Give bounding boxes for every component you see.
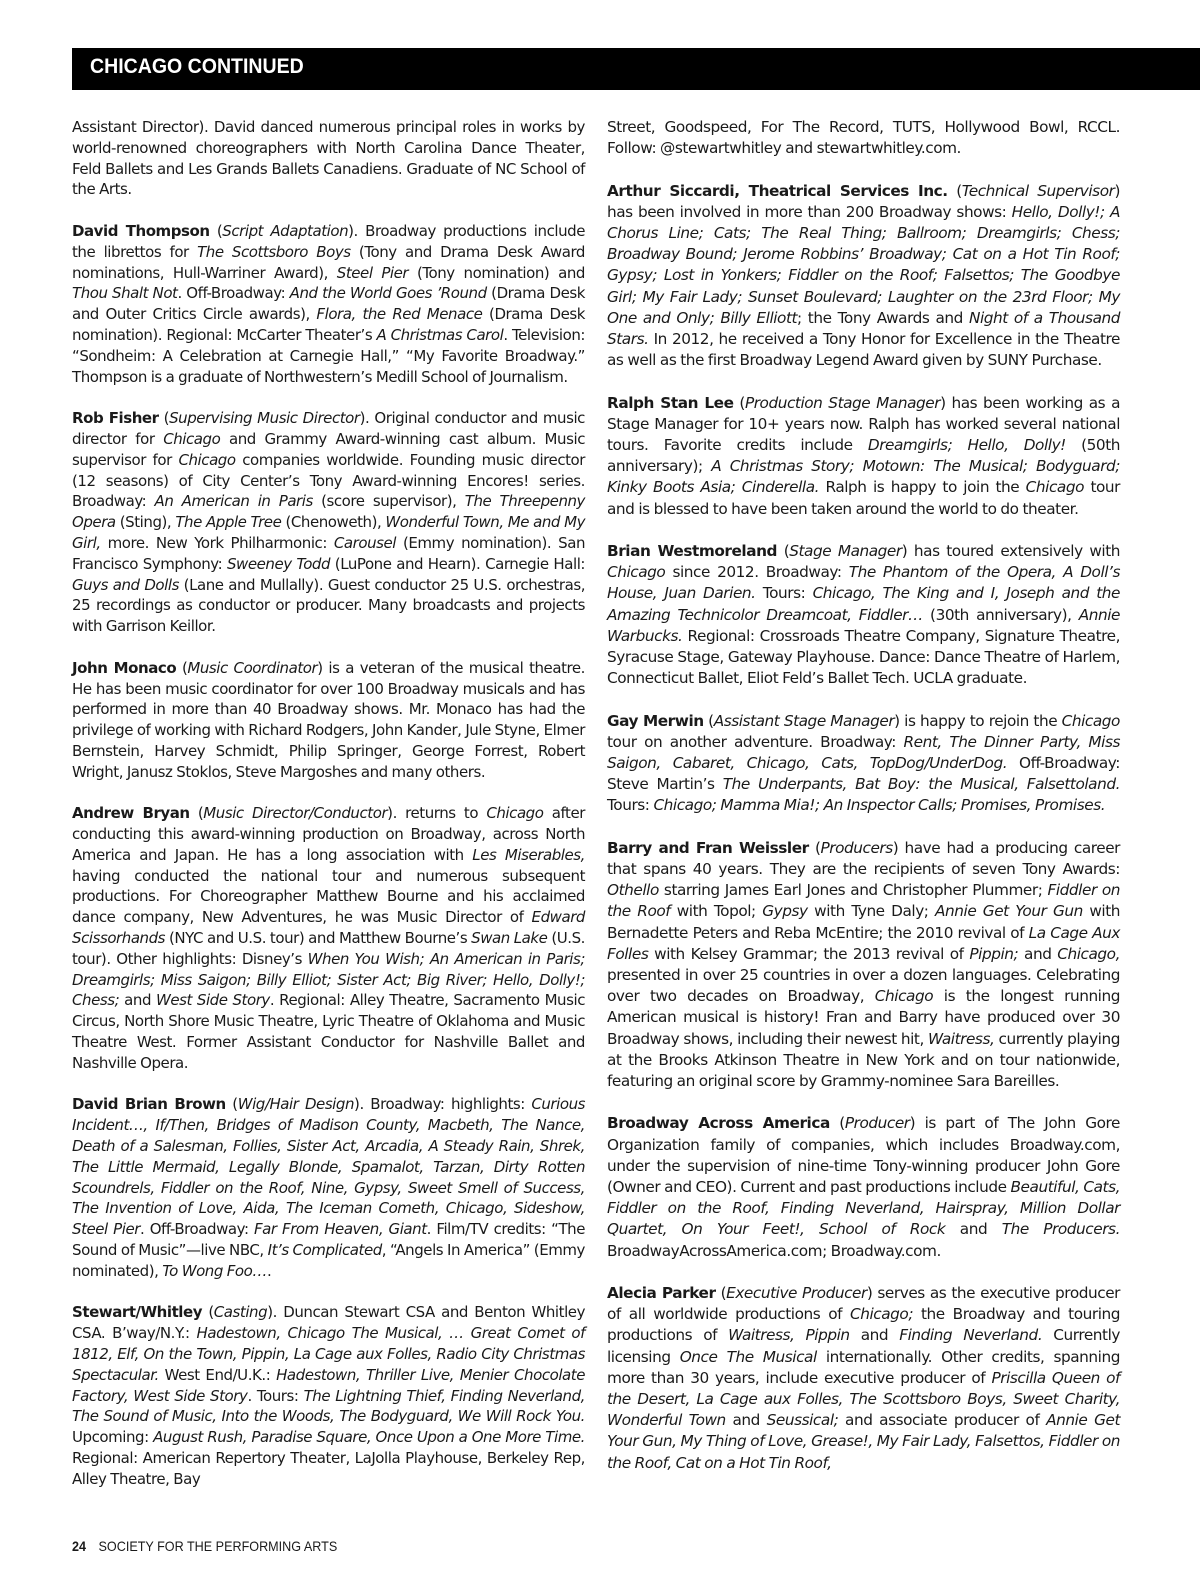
title-text: Thou Shalt Not xyxy=(72,284,178,303)
title-text: Producers xyxy=(820,838,893,857)
bio-paragraph xyxy=(607,1283,1120,1474)
title-text: Priscilla Queen of the Desert, La Cage aux Folles, The Scottsboro Boys, Sweet Charity, Wonderful Town xyxy=(607,1368,1120,1430)
body-text: ) have had a producing career that spans 40 years. They are the recipients of seven Tony Awards: xyxy=(607,838,1121,879)
bio-name: Arthur Siccardi, Theatrical Services Inc. xyxy=(607,181,948,200)
body-text: ) is part of The John Gore Organization family of companies, which includes Broadway.com, under the supervision of nine-time Tony-winning producer John Gore (Owner and CEO). Current and past productions include xyxy=(607,1114,1120,1197)
body-text: Assistant Director). David danced numerous principal roles in works by world-renowned choreographers with North Carolina Dance Theater, Feld Ballets and Les Grands Ballets Canadiens. Graduate of NC School of the Arts. xyxy=(72,118,585,199)
body-text: and xyxy=(1018,944,1058,963)
page-number: 24 xyxy=(72,1538,87,1554)
bio-paragraph xyxy=(607,117,1120,159)
body-text: (Sting), xyxy=(115,513,176,532)
body-text: ( xyxy=(703,711,714,730)
title-text: Annie Get Your Gun, My Thing of Love, Grease!, My Fair Lady, Falsettos, Fiddler on the Roof, Cat on a Hot Tin Roof, xyxy=(607,1411,1120,1472)
body-text: ( xyxy=(777,542,790,561)
body-text: ( xyxy=(947,181,962,200)
title-text: Production Stage Manager xyxy=(744,393,941,412)
body-text: . xyxy=(266,1261,272,1280)
body-text: is the longest running American musical is history! Fran and Barry have produced over 30 Broadway shows, including their newest hit, xyxy=(607,987,1120,1048)
body-text: with Topol; xyxy=(670,902,763,921)
body-text: ) is a veteran of the musical theatre. He has been music coordinator for over 100 Broadway musicals and has performed in more than 40 Broadway shows. Mr. Monaco has had the privilege of working with Richard Rodgers, John Kander, Jule Styne, Elmer Bernstein, Harvey Schmidt, Philip Springer, George Forrest, Robert Wright, Janusz Stoklos, Steve Margoshes and many others. xyxy=(72,658,585,781)
title-text: Steel Pier xyxy=(336,263,409,282)
title-text: Fiddler on the Roof xyxy=(607,881,1121,921)
title-text: The Producers. xyxy=(1001,1220,1120,1239)
title-text: Finding Neverland. xyxy=(899,1326,1043,1345)
bio-paragraph xyxy=(72,1302,585,1489)
title-text: Assistant Stage Manager xyxy=(713,711,895,730)
title-text: Stage Manager xyxy=(789,542,902,561)
body-text: (Drama Desk and Outer Critics Circle awards), xyxy=(72,284,586,324)
title-text: Chicago, The King and I, Joseph and the Amazing Technicolor Dreamcoat, Fiddler… xyxy=(607,584,1120,624)
title-text: Executive Producer xyxy=(726,1284,867,1303)
title-text: The Apple Tree xyxy=(175,513,282,532)
body-text: ). Broadway productions include the librettos for xyxy=(72,221,585,261)
title-text: The Phantom of the Opera, A Doll’s House, Juan Darien. xyxy=(607,563,1120,603)
bio-name: David Thompson xyxy=(72,221,210,240)
title-text: Music Director/Conductor xyxy=(203,804,388,823)
body-text: (LuPone and Hearn). Carnegie Hall: xyxy=(330,554,586,573)
publication-name: SOCIETY FOR THE PERFORMING ARTS xyxy=(98,1538,338,1554)
body-text: ). Duncan Stewart CSA and Benton Whitley CSA. B’way/N.Y.: xyxy=(72,1303,585,1343)
bio-name: Brian Westmoreland xyxy=(607,542,778,561)
bio-name: John Monaco xyxy=(72,658,177,677)
body-text: ( xyxy=(176,658,188,677)
title-text: Curious Incident…, If/Then, Bridges of Madison County, Macbeth, The Nance, Death of a Salesman, Follies, Sister Act, Arcadia, A Steady Rain, Shrek, The Little Mermaid, Legally Blonde, Spamalot, Tarzan, Dirty Rotten Scoundrels, Fiddler on the Roof, Nine, Gypsy, Sweet Smell of Success, The Invention of Love, Aida, The Iceman Cometh, Chicago, Sideshow, Steel Pier xyxy=(72,1095,585,1239)
title-text: Music Coordinator xyxy=(187,658,318,677)
title-text: Wig/Hair Design xyxy=(237,1095,355,1114)
body-text: . Regional: Alley Theatre, Sacramento Music Circus, North Shore Music Theatre, Lyric Theatre of Oklahoma and Music Theatre West. Former Assistant Conductor for Nashville Ballet and Nashville Opera. xyxy=(72,991,585,1072)
title-text: Othello xyxy=(607,881,659,900)
body-text: (30th anniversary), xyxy=(922,605,1079,624)
body-text: presented in over 25 countries in over a dozen languages. Celebrating over two decades on Broadway, xyxy=(607,966,1120,1006)
body-text: (NYC and U.S. tour) and Matthew Bourne’s xyxy=(165,929,472,948)
title-text: Producer xyxy=(844,1114,910,1133)
title-text: Once The Musical xyxy=(679,1347,817,1366)
body-text: (Tony and Drama Desk Award nominations, Hull-Warriner Award), xyxy=(72,242,586,282)
title-text: And the World Goes ’Round xyxy=(289,284,487,303)
body-text: ) has toured extensively with xyxy=(901,542,1120,561)
bio-paragraph xyxy=(607,1113,1120,1261)
title-text: Hadestown, Thriller Live, Menier Chocolate Factory, West Side Story xyxy=(72,1365,586,1405)
title-text: It’s Complicated xyxy=(267,1241,382,1260)
body-text: ). returns to xyxy=(387,804,487,823)
title-text: Les Miserables, xyxy=(472,845,585,864)
body-text: more. New York Philharmonic: xyxy=(100,533,334,552)
body-text: companies worldwide. Founding music director (12 seasons) of City Center’s Tony Award-winning Encores! series. Broadway: xyxy=(72,450,586,511)
bio-name: Rob Fisher xyxy=(72,409,159,428)
bio-paragraph xyxy=(72,221,585,387)
body-text: and associate producer of xyxy=(838,1411,1047,1430)
title-text: Night of a Thousand Stars. xyxy=(607,308,1120,349)
body-text: Tours: xyxy=(607,796,654,815)
body-text: ) is happy to rejoin the xyxy=(894,711,1062,730)
title-text: Rent, The Dinner Party, Miss Saigon, Cabaret, Chicago, Cats, TopDog/UnderDog. xyxy=(607,732,1120,773)
title-text: Chicago xyxy=(1061,711,1120,730)
title-text: Chicago xyxy=(874,987,934,1006)
body-text: (U.S. tour). Other highlights: Disney’s xyxy=(72,929,585,968)
left-column xyxy=(72,117,585,1510)
body-text: ( xyxy=(733,393,745,412)
title-text: A Christmas Story; Motown: The Musical; Bodyguard; Kinky Boots Asia; Cinderella. xyxy=(607,457,1120,497)
bio-paragraph xyxy=(72,1094,585,1281)
body-text: (Chenoweth), xyxy=(281,513,386,532)
body-text: . Tours: xyxy=(247,1386,304,1405)
title-text: When You Wish; An American in Paris; Dreamgirls; Miss Saigon; Billy Elliot; Sister Act; Big River; Hello, Dolly!; Chess; xyxy=(72,949,585,1010)
body-text: tour on another adventure. Broadway: xyxy=(607,732,904,751)
body-text: . Film/TV credits: “The Sound of Music”—live NBC, xyxy=(72,1220,585,1260)
title-text: Flora, the Red Menace xyxy=(316,305,483,324)
title-text: The Underpants, Bat Boy: the Musical, Falsettoland. xyxy=(722,775,1120,794)
body-text: Tours: xyxy=(755,584,813,603)
title-text: Chicago xyxy=(607,563,666,582)
title-text: To Wong Foo… xyxy=(162,1261,267,1280)
title-text: Sweeney Todd xyxy=(226,554,331,573)
bio-name: Andrew Bryan xyxy=(72,804,190,823)
title-text: Chicago xyxy=(1025,478,1085,497)
bio-name: Alecia Parker xyxy=(607,1284,716,1303)
title-text: Script Adaptation xyxy=(222,221,349,240)
body-text: ( xyxy=(808,838,821,857)
body-text: (Lane and Mullally). Guest conductor 25 U.S. orchestras, 25 recordings as conductor or producer. Many broadcasts and projects with Garrison Keillor. xyxy=(72,575,586,636)
body-text: Currently licensing xyxy=(607,1326,1120,1366)
body-text: since 2012. Broadway: xyxy=(665,563,849,582)
title-text: A Christmas Carol xyxy=(376,325,504,344)
title-text: Dreamgirls; Hello, Dolly! xyxy=(867,436,1066,455)
title-text: Chicago; Mamma Mia!; An Inspector Calls; Promises, Promises. xyxy=(653,796,1106,815)
body-text: ( xyxy=(202,1303,214,1322)
title-text: Gypsy xyxy=(762,902,808,921)
title-text: West Side Story xyxy=(155,991,270,1010)
title-text: Chicago xyxy=(486,804,544,823)
title-text: Chicago, xyxy=(1057,944,1120,963)
title-text: Annie Warbucks. xyxy=(607,605,1120,645)
title-text: Annie Get Your Gun xyxy=(935,902,1083,921)
body-text: ; the Tony Awards and xyxy=(797,308,969,327)
title-text: Chicago xyxy=(178,450,236,469)
body-text: Ralph is happy to join the xyxy=(819,478,1026,497)
title-text: Hello, Dolly!; A Chorus Line; Cats; The Real Thing; Ballroom; Dreamgirls; Chess; Broadway Bound; Jerome Robbins’ Broadway; Cat on a Hot Tin Roof; Gypsy; Lost in Yonkers; Fiddler on the Roof; Falsettos; The Goodbye Girl; My Fair Lady; Sunset Boulevard; Laughter on the 23rd Floor; My One and Only; Billy Elliott xyxy=(607,202,1120,327)
body-text: , “Angels In America” (Emmy nominated), xyxy=(72,1241,585,1280)
body-text: . Television: “Sondheim: A Celebration at Carnegie Hall,” “My Favorite Broadway.” Thompson is a graduate of Northwestern’s Medill School of Journalism. xyxy=(72,325,585,386)
body-text: having conducted the national tour and numerous subsequent productions. For Choreographer Matthew Bourne and his acclaimed dance company, New Adventures, he was Music Director of xyxy=(72,866,585,927)
body-text: and xyxy=(725,1411,767,1430)
title-text: Pippin; xyxy=(969,944,1019,963)
title-text: Guys and Dolls xyxy=(72,575,179,594)
bio-paragraph xyxy=(72,117,585,200)
body-text: (score supervisor), xyxy=(312,492,465,511)
title-text: Chicago xyxy=(163,429,221,448)
bio-paragraph xyxy=(607,541,1120,689)
title-text: Hadestown, Chicago The Musical, … Great Comet of 1812, Elf, On the Town, Pippin, La Cage aux Folles, Radio City Christmas Spectacular. xyxy=(72,1324,585,1384)
body-text: ( xyxy=(715,1284,727,1303)
body-text: and xyxy=(119,991,156,1010)
body-text: ) has been involved in more than 200 Broadway shows: xyxy=(607,181,1120,221)
body-text: ( xyxy=(225,1095,238,1114)
body-text: ) has been working as a Stage Manager for 10+ years now. Ralph has worked several national tours. Favorite credits include xyxy=(607,393,1121,455)
bio-name: David Brian Brown xyxy=(72,1095,226,1114)
body-text: ( xyxy=(209,221,223,240)
page-footer xyxy=(72,1538,337,1554)
title-text: Casting xyxy=(213,1303,268,1322)
bio-paragraph xyxy=(72,658,585,783)
bio-paragraph xyxy=(607,393,1120,520)
body-text: ) serves as the executive producer of all worldwide productions of xyxy=(607,1284,1120,1324)
body-text: and xyxy=(849,1326,900,1345)
title-text: La Cage Aux Folles xyxy=(607,923,1120,963)
title-text: Swan Lake xyxy=(471,929,548,948)
body-text: currently playing at the Brooks Atkinson Theatre in New York and on tour nationwide, featuring an original score by Grammy-nominee Sara Bareilles. xyxy=(607,1029,1120,1091)
body-text: Regional: American Repertory Theater, LaJolla Playhouse, Berkeley Rep, Alley Theatre, Bay xyxy=(72,1449,585,1488)
body-text: internationally. Other credits, spanning more than 30 years, include executive producer of xyxy=(607,1347,1120,1387)
body-text: ( xyxy=(158,409,170,428)
title-text: The Scottsboro Boys xyxy=(197,242,351,261)
bio-name: Stewart/Whitley xyxy=(72,1303,203,1322)
body-text: Street, Goodspeed, For The Record, TUTS, Hollywood Bowl, RCCL. Follow: @stewartwhitley and stewartwhitley.com. xyxy=(607,118,1120,158)
body-text: starring James Earl Jones and Christopher Plummer; xyxy=(658,881,1048,900)
body-text: the Broadway and touring productions of xyxy=(607,1305,1121,1345)
body-text: In 2012, he received a Tony Honor for Excellence in the Theatre as well as the first Broadway Legend Award given by SUNY Purchase. xyxy=(607,330,1120,370)
body-text: . Off-Broadway: xyxy=(177,284,290,303)
bio-name: Broadway Across America xyxy=(607,1114,830,1133)
title-text: Waitress, xyxy=(928,1029,995,1048)
body-text: . Off-Broadway: xyxy=(139,1220,254,1239)
body-text: with Kelsey Grammar; the 2013 revival of xyxy=(648,944,970,963)
body-text: and xyxy=(945,1220,1002,1239)
title-text: Chicago; xyxy=(849,1305,914,1324)
body-text: Off-Broadway: Steve Martin’s xyxy=(607,754,1120,794)
body-text: with Tyne Daly; xyxy=(807,902,936,921)
body-text: BroadwayAcrossAmerica.com; Broadway.com. xyxy=(607,1241,941,1260)
title-text: Seussical; xyxy=(766,1411,839,1430)
body-text: Regional: Crossroads Theatre Company, Signature Theatre, Syracuse Stage, Gateway Playhouse. Dance: Dance Theatre of Harlem, Connecticut Ballet, Eliot Feld’s Ballet Tech. UCLA graduate. xyxy=(607,626,1120,688)
title-text: August Rush, Paradise Square, Once Upon a One More Time. xyxy=(153,1428,585,1447)
title-text: An American in Paris xyxy=(154,492,313,511)
body-text: (50th anniversary); xyxy=(607,436,1120,476)
body-text: (Tony nomination) and xyxy=(408,263,585,282)
title-text: Beautiful, Cats, Fiddler on the Roof, Finding Neverland, Hairspray, Million Dollar Quartet, On Your Feet!, School of Rock xyxy=(607,1178,1120,1239)
title-text: Edward Scissorhands xyxy=(72,908,585,948)
body-text: with Bernadette Peters and Reba McEntire; the 2010 revival of xyxy=(607,902,1121,942)
title-text: Carousel xyxy=(333,533,397,552)
body-text: West End/U.K.: xyxy=(158,1365,277,1384)
title-text: Technical Supervisor xyxy=(961,181,1115,200)
title-text: Wonderful Town, Me and My Girl, xyxy=(72,513,585,552)
section-header-bar xyxy=(72,48,1200,90)
body-text: Upcoming: xyxy=(72,1428,154,1447)
body-text: after conducting this award-winning production on Broadway, across North America and Japan. He has a long association with xyxy=(72,804,585,864)
body-text: ). Broadway: highlights: xyxy=(354,1095,532,1114)
title-text: Far From Heaven, Giant xyxy=(254,1220,427,1239)
body-text: ( xyxy=(829,1114,845,1133)
body-text: (Drama Desk nomination). Regional: McCarter Theater’s xyxy=(72,305,586,344)
body-text: ( xyxy=(189,804,204,823)
body-text: ). Original conductor and music director for xyxy=(72,409,585,448)
title-text: Supervising Music Director xyxy=(169,409,360,428)
bio-paragraph xyxy=(607,838,1120,1092)
bio-paragraph xyxy=(72,803,585,1073)
body-text: (Emmy nomination). San Francisco Symphony: xyxy=(72,533,586,573)
title-text: Waitress, Pippin xyxy=(728,1326,850,1345)
title-text: The Threepenny Opera xyxy=(72,492,585,532)
body-text: tour and is blessed to have been taken around the world to do theater. xyxy=(607,478,1120,518)
bio-paragraph xyxy=(72,408,585,637)
title-text: The Lightning Thief, Finding Neverland, The Sound of Music, Into the Woods, The Bodyguard, We Will Rock You. xyxy=(72,1386,585,1426)
bio-paragraph xyxy=(607,181,1120,372)
body-text: and Grammy Award-winning cast album. Music supervisor for xyxy=(72,429,585,469)
bio-paragraph xyxy=(607,711,1120,817)
section-title: CHICAGO CONTINUED xyxy=(90,55,304,78)
bio-name: Barry and Fran Weissler xyxy=(607,838,809,857)
bio-name: Ralph Stan Lee xyxy=(607,393,734,412)
right-column xyxy=(607,117,1120,1495)
bio-name: Gay Merwin xyxy=(607,711,704,730)
